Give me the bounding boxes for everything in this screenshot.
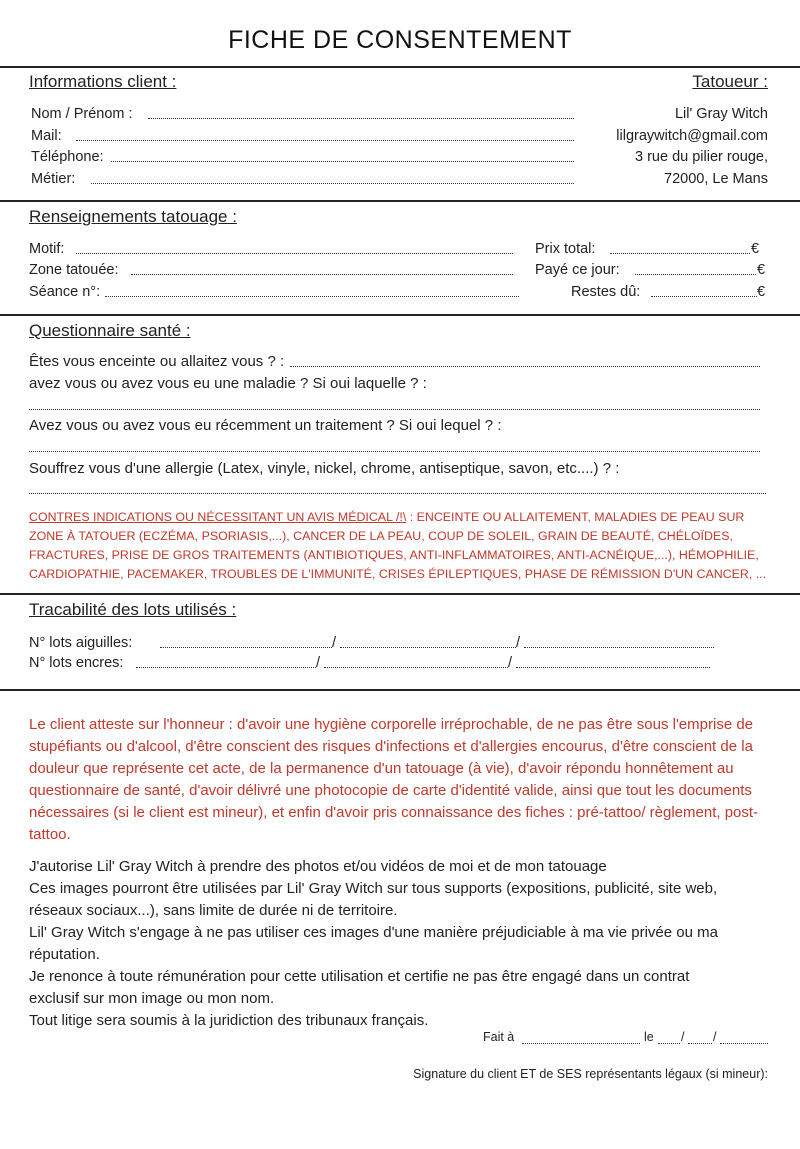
contraindications-text: : ENCEINTE OU ALLAITEMENT, MALADIES DE PEAU SUR ZONE À TATOUER (ECZÉMA, PSORIASIS,...), CANCER DE LA PEAU, COUP DE SOLEIL, GRAIN DE BEAUTÉ, CHÉLOÏDES, FRACTURES, PRISE DE GROS TRAITEMENTS (ANTIBIOTIQUES, ANTI-INFLAMMATOIRES, ANTI-ACNÉIQUE,...), HÉMOPHILIE, CARDIOPATHIE, PACEMAKER, TROUBLES DE L'IMMUNITÉ, CRISES ÉPILEPTIQUES, PHASE DE RÉMISSION D'UN CANCER, ... [29, 510, 767, 581]
date-separator: / [713, 1030, 717, 1044]
question-disease: avez vous ou avez vous eu une maladie ? Si oui laquelle ? : [29, 375, 427, 392]
rights-line: exclusif sur mon image ou mon nom. [29, 990, 275, 1007]
date-month-field[interactable] [688, 1043, 712, 1044]
separator: / [516, 635, 521, 651]
separator: / [316, 655, 321, 671]
signature-label: Signature du client ET de SES représentants légaux (si mineur): [413, 1067, 768, 1081]
rights-line: réputation. [29, 946, 100, 963]
zone-label: Zone tatouée: [29, 262, 119, 278]
rights-line: Lil' Gray Witch s'engage à ne pas utiliser ces images d'une manière préjudiciable à ma vie privée ou ma [29, 924, 718, 941]
date-label: le [644, 1030, 654, 1044]
currency-symbol: € [751, 241, 760, 257]
mail-label: Mail: [31, 128, 62, 144]
question-pregnant: Êtes vous enceinte ou allaitez vous ? : [29, 353, 285, 370]
session-field[interactable] [105, 296, 519, 297]
currency-symbol: € [757, 262, 766, 278]
inks-lot-2[interactable] [324, 667, 508, 668]
zone-field[interactable] [131, 274, 513, 275]
inks-label: N° lots encres: [29, 655, 124, 671]
divider [0, 689, 800, 691]
job-field[interactable] [91, 183, 574, 184]
rights-line: Tout litige sera soumis à la juridiction des tribunaux français. [29, 1012, 429, 1029]
date-day-field[interactable] [658, 1043, 680, 1044]
separator: / [332, 635, 337, 651]
remaining-label: Restes dû: [571, 284, 641, 300]
paid-today-field[interactable] [635, 274, 756, 275]
mail-field[interactable] [76, 140, 574, 141]
divider [0, 200, 800, 202]
inks-lot-1[interactable] [136, 667, 316, 668]
name-label: Nom / Prénom : [31, 106, 133, 122]
date-year-field[interactable] [720, 1043, 768, 1044]
remaining-field[interactable] [651, 296, 757, 297]
attestation-text: Le client atteste sur l'honneur : d'avoir une hygiène corporelle irréprochable, de ne pas être sous l'emprise de stupéfiants ou d'alcool, d'être conscient des risques d'infections et d'allergies encourus, d'être conscient de la douleur que représente cet acte, de la permanence d'un tatouage (à vie), d'avoir répondu honnêtement au questionnaire de santé, d'avoir délivré une photocopie de carte d'identité valide, ainsi que tout les documents nécessaires (si le client est mineur), et enfin d'avoir pris connaissance des fiches : pré-tattoo/ règlement, post-tattoo. [29, 716, 759, 843]
rights-line: Ces images pourront être utilisées par Lil' Gray Witch sur tous supports (expositions, publicité, site web, [29, 880, 718, 897]
question-treatment: Avez vous ou avez vous eu récemment un traitement ? Si oui lequel ? : [29, 417, 502, 434]
tatoueur-heading: Tatoueur : [692, 72, 768, 91]
answer-allergy[interactable] [29, 493, 766, 494]
page-title: FICHE DE CONSENTEMENT [228, 26, 572, 54]
rights-line: Je renonce à toute rémunération pour cette utilisation et certifie ne pas être engagé dans un contrat [29, 968, 690, 985]
total-price-label: Prix total: [535, 241, 596, 257]
tatoueur-email: lilgraywitch@gmail.com [616, 128, 768, 144]
needles-lot-1[interactable] [160, 647, 332, 648]
answer-pregnant[interactable] [290, 366, 760, 367]
phone-field[interactable] [111, 161, 574, 162]
currency-symbol: € [757, 284, 766, 300]
place-label: Fait à [483, 1030, 515, 1044]
inks-lot-3[interactable] [516, 667, 710, 668]
motif-field[interactable] [76, 253, 513, 254]
tatoueur-name: Lil' Gray Witch [674, 106, 768, 122]
traceability-heading: Tracabilité des lots utilisés : [29, 600, 237, 619]
divider [0, 66, 800, 68]
needles-lot-3[interactable] [524, 647, 714, 648]
date-separator: / [681, 1030, 685, 1044]
place-field[interactable] [522, 1043, 640, 1044]
rights-line: réseaux sociaux...), sans limite de durée ni de territoire. [29, 902, 398, 919]
contraindications-label: CONTRES INDICATIONS OU NÉCESSITANT UN AVIS MÉDICAL /!\ [29, 510, 407, 524]
health-heading: Questionnaire santé : [29, 321, 191, 340]
motif-label: Motif: [29, 241, 65, 257]
needles-label: N° lots aiguilles: [29, 635, 133, 651]
name-field[interactable] [148, 118, 574, 119]
total-price-field[interactable] [610, 253, 750, 254]
phone-label: Téléphone: [31, 149, 104, 165]
question-allergy: Souffrez vous d'une allergie (Latex, vinyle, nickel, chrome, antiseptique, savon, etc....) ? : [29, 460, 620, 477]
tatoueur-address-line1: 3 rue du pilier rouge, [635, 149, 768, 165]
separator: / [508, 655, 513, 671]
answer-treatment[interactable] [29, 451, 760, 452]
needles-lot-2[interactable] [340, 647, 516, 648]
tattoo-heading: Renseignements tatouage : [29, 207, 237, 226]
client-info-heading: Informations client : [29, 72, 177, 91]
tatoueur-address-line2: 72000, Le Mans [664, 171, 768, 187]
paid-today-label: Payé ce jour: [535, 262, 620, 278]
job-label: Métier: [31, 171, 76, 187]
divider [0, 593, 800, 595]
rights-line: J'autorise Lil' Gray Witch à prendre des photos et/ou vidéos de moi et de mon tatouage [29, 858, 607, 875]
contraindications-notice [29, 508, 774, 584]
answer-disease[interactable] [29, 409, 760, 410]
session-label: Séance n°: [29, 284, 101, 300]
divider [0, 314, 800, 316]
